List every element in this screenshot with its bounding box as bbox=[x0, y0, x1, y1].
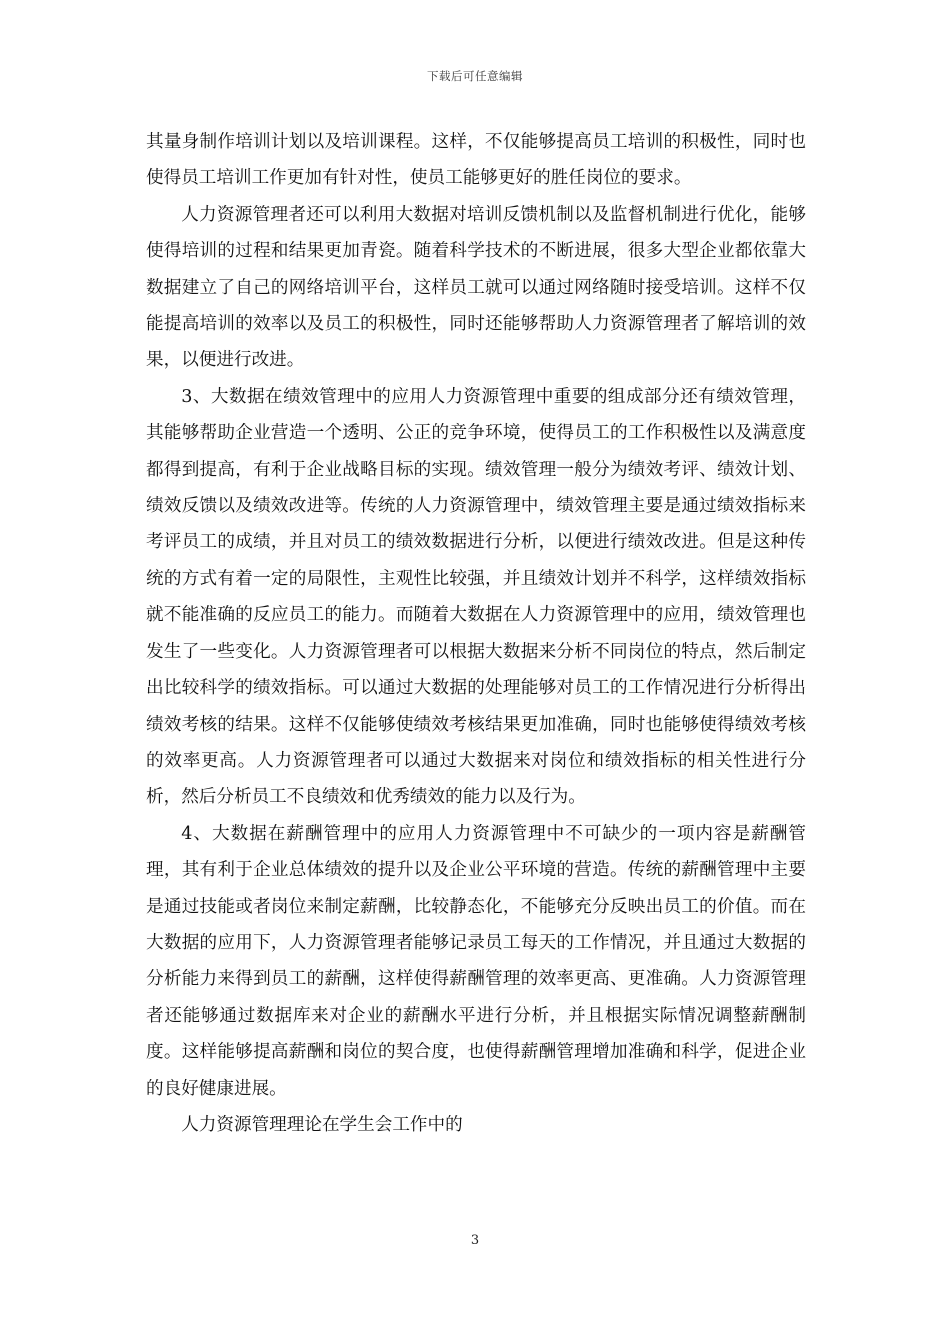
paragraph-4: 4、大数据在薪酬管理中的应用人力资源管理中不可缺少的一项内容是薪酬管理，其有利于企业总体绩效的提升以及企业公平环境的营造。传统的薪酬管理中主要是通过技能或者岗位来制定薪酬，比较静态化，不能够充分反映出员工的价值。而在大数据的应用下，人力资源管理者能够记录员工每天的工作情况，并且通过大数据的分析能力来得到员工的薪酬，这样使得薪酬管理的效率更高、更准确。人力资源管理者还能够通过数据库来对企业的薪酬水平进行分析，并且根据实际情况调整薪酬制度。这样能够提高薪酬和岗位的契合度，也使得薪酬管理增加准确和科学，促进企业的良好健康进展。 bbox=[146, 823, 806, 1099]
page-header: 下载后可任意编辑 bbox=[427, 69, 523, 83]
paragraph-3: 3、大数据在绩效管理中的应用人力资源管理中重要的组成部分还有绩效管理，其能够帮助企业营造一个透明、公正的竞争环境，使得员工的工作积极性以及满意度都得到提高，有利于企业战略目标的实现。绩效管理一般分为绩效考评、绩效计划、绩效反馈以及绩效改进等。传统的人力资源管理中，绩效管理主要是通过绩效指标来考评员工的成绩，并且对员工的绩效数据进行分析，以便进行绩效改进。但是这种传统的方式有着一定的局限性，主观性比较强，并且绩效计划并不科学，这样绩效指标就不能准确的反应员工的能力。而随着大数据在人力资源管理中的应用，绩效管理也发生了一些变化。人力资源管理者可以根据大数据来分析不同岗位的特点，然后制定出比较科学的绩效指标。可以通过大数据的处理能够对员工的工作情况进行分析得出绩效考核的结果。这样不仅能够使绩效考核结果更加准确，同时也能够使得绩效考核的效率更高。人力资源管理者可以通过大数据来对岗位和绩效指标的相关性进行分析，然后分析员工不良绩效和优秀绩效的能力以及行为。 bbox=[146, 386, 806, 808]
page-number: 3 bbox=[470, 1233, 480, 1248]
paragraph-1: 其量身制作培训计划以及培训课程。这样，不仅能够提高员工培训的积极性，同时也使得员工培训工作更加有针对性，使员工能够更好的胜任岗位的要求。 bbox=[146, 132, 806, 189]
paragraph-2: 人力资源管理者还可以利用大数据对培训反馈机制以及监督机制进行优化，能够使得培训的过程和结果更加青瓷。随着科学技术的不断进展，很多大型企业都依靠大数据建立了自己的网络培训平台，这样员工就可以通过网络随时接受培训。这样不仅能提高培训的效率以及员工的积极性，同时还能够帮助人力资源管理者了解培训的效果，以便进行改进。 bbox=[146, 204, 806, 371]
paragraph-5: 人力资源管理理论在学生会工作中的 bbox=[181, 1114, 463, 1135]
document-body bbox=[146, 124, 806, 1143]
